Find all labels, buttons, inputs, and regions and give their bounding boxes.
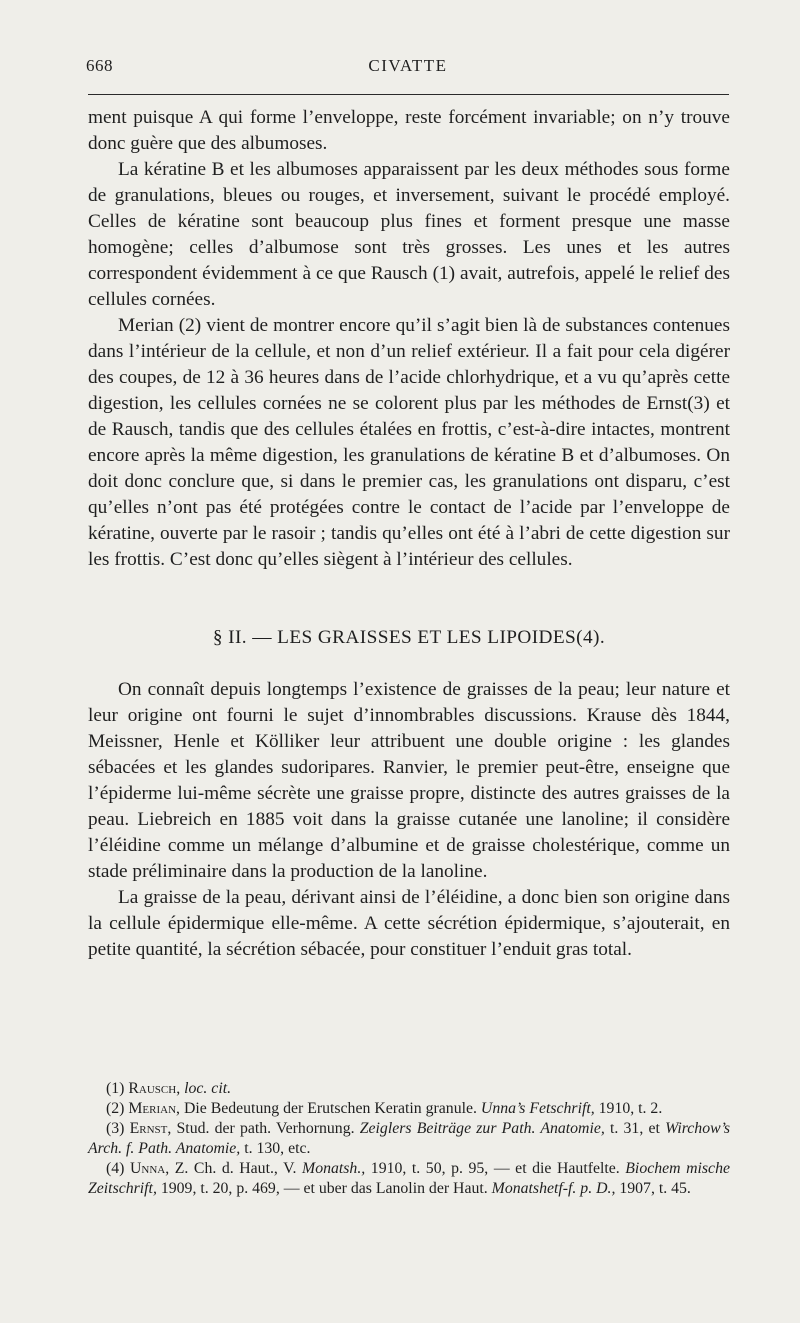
page-number: 668 bbox=[86, 56, 113, 75]
footnotes bbox=[88, 1079, 730, 1199]
footnote: (3) Ernst, Stud. der path. Verhornung. Zeiglers Beiträge zur Path. Anatomie, t. 31, et Wirchow’s Arch. f. Path. Anatomie, t. 130, etc. bbox=[88, 1120, 731, 1157]
footnote: (2) Merian, Die Bedeutung der Erutschen Keratin granule. Unna’s Fetschrift, 1910, t. 2. bbox=[106, 1100, 663, 1117]
paragraph: Merian (2) vient de montrer encore qu’il s’agit bien là de substances contenues dans l’intérieur de la cellule, et non d’un relief extérieur. Il a fait pour cela digérer des coupes, de 12 à 36 heures dans de l’acide chlorhydrique, et a vu qu’après cette digestion, les cellules cornées ne se colorent plus par les méthodes de Ernst(3) et de Rausch, tandis que des cellules étalées en frottis, c’est-à-dire intactes, montrent encore après la même digestion, les granulations de kératine B et d’albumoses. On doit donc conclure que, si dans le premier cas, les granulations ont disparu, c’est qu’elles n’ont pas été protégées contre le contact de l’acide par l’enveloppe de kératine, ouverte par le rasoir ; tandis qu’elles ont été à l’abri de cette digestion sur les frottis. C’est donc qu’elles siègent à l’intérieur des cellules. bbox=[88, 315, 730, 570]
paragraph: La graisse de la peau, dérivant ainsi de l’éléidine, a donc bien son origine dans la cellule épidermique elle-même. A cette sécrétion épidermique, s’ajouterait, en petite quantité, la sécrétion sébacée, pour constituer l’enduit gras total. bbox=[88, 887, 730, 960]
paragraph: On connaît depuis longtemps l’existence de graisses de la peau; leur nature et leur origine ont fourni le sujet d’innombrables discussions. Krause dès 1844, Meissner, Henle et Kölliker leur attribuent une double origine : les glandes sébacées et les glandes sudoripares. Ranvier, le premier peut-être, enseigne que l’épiderme lui-même sécrète une graisse propre, distincte des autres graisses de la peau. Liebreich en 1885 voit dans la graisse cutanée une lanoline; il considère l’éléidine comme un mélange d’albumine et de graisse cholestérique, comme un stade préliminaire dans la production de la lanoline. bbox=[88, 679, 730, 882]
main-text bbox=[88, 105, 730, 963]
paragraph: ment puisque A qui forme l’enveloppe, reste forcément invariable; on n’y trouve donc guère que des albumoses. bbox=[88, 107, 730, 154]
section-heading: § II. — LES GRAISSES ET LES LIPOIDES(4). bbox=[212, 627, 606, 648]
header-rule bbox=[88, 94, 729, 95]
footnote: (1) Rausch, loc. cit. bbox=[106, 1080, 232, 1097]
page-header bbox=[86, 56, 730, 80]
running-head: CIVATTE bbox=[368, 56, 448, 75]
paragraph: La kératine B et les albumoses apparaissent par les deux méthodes sous forme de granulations, bleues ou rouges, et inversement, suivant le procédé employé. Celles de kératine sont beaucoup plus fines et forment presque une masse homogène; celles d’albumose sont très grosses. Les unes et les autres correspondent évidemment à ce que Rausch (1) avait, autrefois, appelé le relief des cellules cornées. bbox=[88, 159, 730, 310]
footnote: (4) Unna, Z. Ch. d. Haut., V. Monatsh., 1910, t. 50, p. 95, — et die Hautfelte. Biochem mische Zeitschrift, 1909, t. 20, p. 469, — et uber das Lanolin der Haut. Monatshetf-f. p. D., 1907, t. 45. bbox=[88, 1160, 730, 1197]
